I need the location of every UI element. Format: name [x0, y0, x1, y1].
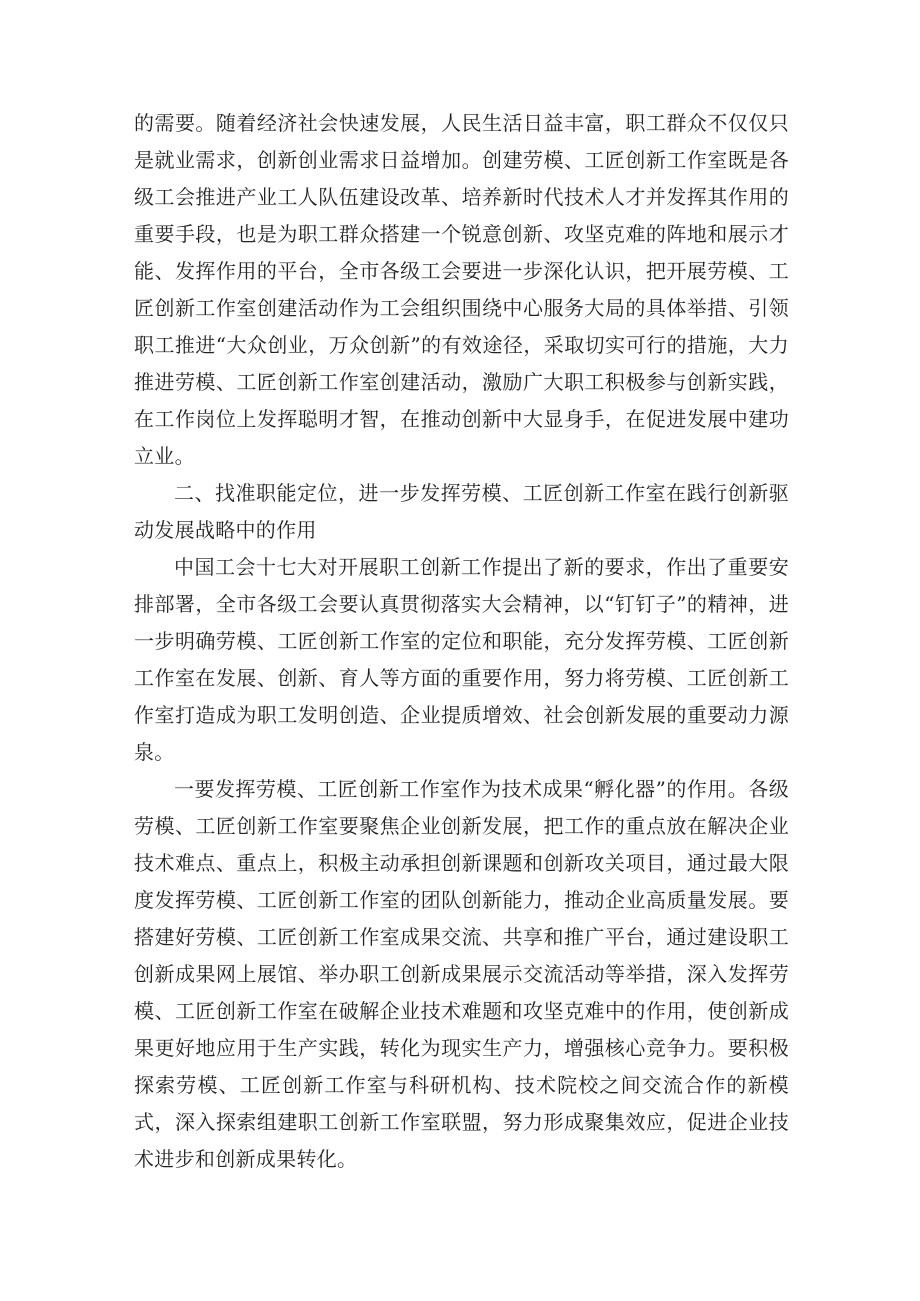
body-paragraph: 一要发挥劳模、工匠创新工作室作为技术成果“孵化器”的作用。各级劳模、工匠创新工作室要聚焦企业创新发展，把工作的重点放在解决企业技术难点、重点上，积极主动承担创新课题和创新攻关项目，通过最大限度发挥劳模、工匠创新工作室的团队创新能力，推动企业高质量发展。要搭建好劳模、工匠创新工作室成果交流、共享和推广平台，通过建设职工创新成果网上展馆、举办职工创新成果展示交流活动等举措，深入发挥劳模、工匠创新工作室在破解企业技术难题和攻坚克难中的作用，使创新成果更好地应用于生产实践，转化为现实生产力，增强核心竞争力。要积极探索劳模、工匠创新工作室与科研机构、技术院校之间交流合作的新模式，深入探索组建职工创新工作室联盟，努力形成聚集效应，促进企业技术进步和创新成果转化。	[134, 777, 789, 1171]
body-paragraph: 的需要。随着经济社会快速发展，人民生活日益丰富，职工群众不仅仅只是就业需求，创新创业需求日益增加。创建劳模、工匠创新工作室既是各级工会推进产业工人队伍建设改革、培养新时代技术人才并发挥其作用的重要手段，也是为职工群众搭建一个锐意创新、攻坚克难的阵地和展示才能、发挥作用的平台，全市各级工会要进一步深化认识，把开展劳模、工匠创新工作室创建活动作为工会组织围绕中心服务大局的具体举措、引领职工推进“大众创业，万众创新”的有效途径，采取切实可行的措施，大力推进劳模、工匠创新工作室创建活动，激励广大职工积极参与创新实践，在工作岗位上发挥聪明才智，在推动创新中大显身手，在促进发展中建功立业。	[134, 111, 789, 468]
document-body	[134, 105, 789, 1178]
body-paragraph: 中国工会十七大对开展职工创新工作提出了新的要求，作出了重要安排部署，全市各级工会要认真贯彻落实大会精神，以“钉钉子”的精神，进一步明确劳模、工匠创新工作室的定位和职能，充分发挥劳模、工匠创新工作室在发展、创新、育人等方面的重要作用，努力将劳模、工匠创新工作室打造成为职工发明创造、企业提质增效、社会创新发展的重要动力源泉。	[134, 555, 789, 764]
section-heading: 二、找准职能定位，进一步发挥劳模、工匠创新工作室在践行创新驱动发展战略中的作用	[134, 481, 789, 542]
